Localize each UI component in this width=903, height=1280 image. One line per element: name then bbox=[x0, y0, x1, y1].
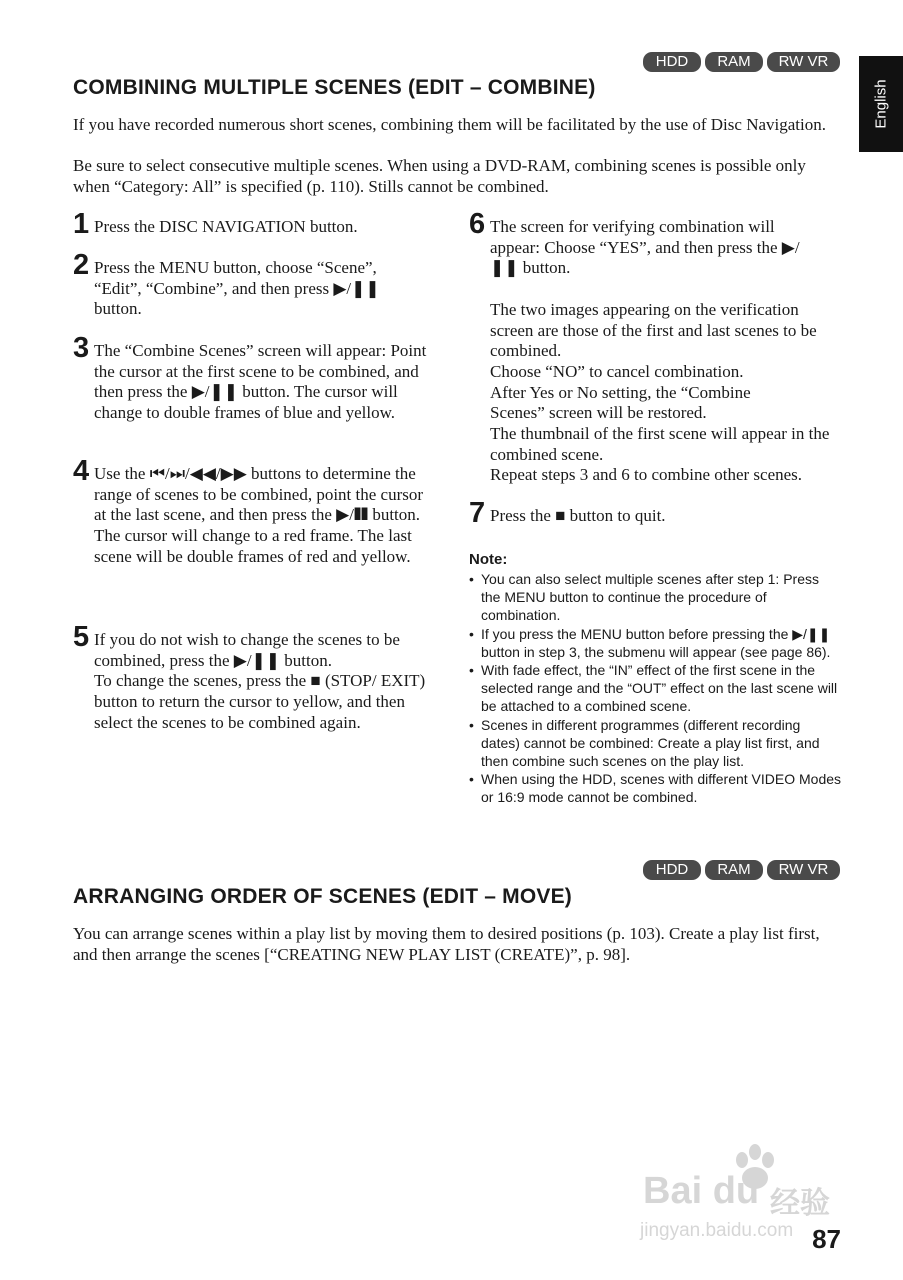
step-number: 2 bbox=[73, 249, 90, 281]
step-text: Use the ⏮/⏭/◀◀/▶▶ buttons to determine the range of scenes to be combined, point the cursor at the last scene, and then press the ▶/❚❚ button. bbox=[94, 464, 424, 525]
note-title: Note: bbox=[469, 551, 508, 568]
step-6 bbox=[469, 208, 841, 486]
step-4 bbox=[73, 455, 439, 568]
step-number: 7 bbox=[469, 497, 486, 529]
step-5 bbox=[73, 621, 439, 734]
step-text: The “Combine Scenes” screen will appear: Point the cursor at the first scene to be combined, and then press the ▶/❚❚ button. The cursor will change to double frames of blue and yellow. bbox=[94, 341, 427, 423]
badge-hdd: HDD bbox=[643, 860, 701, 880]
watermark-url: jingyan.baidu.com bbox=[640, 1220, 794, 1241]
badge-rw-vr: RW VR bbox=[767, 52, 840, 72]
note-text: You can also select multiple scenes after step 1: Press the MENU button to continue the procedure of combination. bbox=[481, 571, 819, 624]
bullet-icon: • bbox=[469, 571, 474, 587]
step-number: 4 bbox=[73, 455, 90, 487]
step-text: The screen for verifying combination will appear: Choose “YES”, and then press the ▶/❚❚ button. bbox=[490, 217, 800, 278]
step-text-4: After Yes or No setting, the “Combine Scenes” screen will be restored. bbox=[490, 382, 751, 423]
bullet-icon: • bbox=[469, 625, 474, 642]
bullet-icon: • bbox=[469, 716, 474, 733]
step-text: If you do not wish to change the scenes to be combined, press the ▶/❚❚ button. bbox=[94, 630, 400, 670]
step-number: 5 bbox=[73, 621, 90, 653]
note-text: With fade effect, the “IN” effect of the first scene in the selected range and the “OUT” effect on the last scene will be attached to a combined scene. bbox=[481, 662, 838, 715]
notes-list bbox=[469, 570, 841, 807]
bullet-icon: • bbox=[469, 771, 474, 788]
media-badges-top bbox=[643, 52, 840, 72]
step-text-2: The two images appearing on the verification screen are those of the first and last scenes to be combined. bbox=[490, 299, 817, 361]
step-number: 6 bbox=[469, 208, 486, 240]
step-text-3: Choose “NO” to cancel combination. bbox=[490, 361, 744, 381]
step-number: 1 bbox=[73, 208, 90, 240]
step-text: Press the DISC NAVIGATION button. bbox=[94, 217, 358, 236]
note-text: When using the HDD, scenes with different VIDEO Modes or 16:9 mode cannot be combined. bbox=[481, 771, 842, 806]
step-1 bbox=[73, 208, 439, 240]
note-item bbox=[469, 770, 841, 806]
note-item bbox=[469, 625, 841, 661]
step-text-2: The cursor will change to a red frame. The last scene will be double frames of red and yellow. bbox=[94, 526, 412, 566]
page-number: 87 bbox=[812, 1224, 841, 1254]
step-text-5: The thumbnail of the first scene will appear in the combined scene. bbox=[490, 424, 830, 464]
note-item bbox=[469, 716, 841, 771]
step-number: 3 bbox=[73, 332, 90, 364]
step-text-6: Repeat steps 3 and 6 to combine other scenes. bbox=[490, 465, 803, 485]
section1-title: COMBINING MULTIPLE SCENES (EDIT – COMBINE) bbox=[73, 76, 596, 99]
badge-hdd: HDD bbox=[643, 52, 701, 72]
note-item bbox=[469, 661, 841, 716]
section2-intro: You can arrange scenes within a play list by moving them to desired positions (p. 103). Create a play list first, and then arrange the scenes [“CREATING NEW PLAY LIST (CREATE)”, p. 98]. bbox=[73, 924, 820, 964]
badge-ram: RAM bbox=[705, 860, 763, 880]
badge-rw-vr: RW VR bbox=[767, 860, 840, 880]
note-item bbox=[469, 570, 841, 625]
note-text: If you press the MENU button before pressing the ▶/❚❚ button in step 3, the submenu will appear (see page 86). bbox=[481, 625, 831, 660]
watermark-cn: 经验 bbox=[770, 1187, 830, 1220]
bullet-icon: • bbox=[469, 662, 474, 679]
step-3 bbox=[73, 332, 428, 424]
step-text: Press the MENU button, choose “Scene”, “Edit”, “Combine”, and then press ▶/❚❚ button. bbox=[94, 258, 380, 319]
badge-ram: RAM bbox=[705, 52, 763, 72]
language-tab bbox=[859, 56, 903, 152]
step-7 bbox=[469, 497, 841, 529]
watermark-logo: Bai du bbox=[643, 1170, 760, 1212]
language-tab-label: English bbox=[872, 79, 890, 129]
step-text-2: To change the scenes, press the ■ (STOP/ EXIT) button to return the cursor to yellow, and then select the scenes to be combined again. bbox=[94, 671, 426, 732]
step-text: Press the ■ button to quit. bbox=[490, 506, 666, 525]
section2-title: ARRANGING ORDER OF SCENES (EDIT – MOVE) bbox=[73, 885, 573, 908]
section1-intro-2: Be sure to select consecutive multiple scenes. When using a DVD-RAM, combining scenes is possible only when “Category: All” is specified (p. 110). Stills cannot be combined. bbox=[73, 156, 806, 196]
section1-intro-1: If you have recorded numerous short scenes, combining them will be facilitated by the use of Disc Navigation. bbox=[73, 115, 826, 134]
note-text: Scenes in different programmes (different recording dates) cannot be combined: Create a play list first, and then combine such scenes on the play list. bbox=[481, 716, 820, 770]
media-badges-section2 bbox=[643, 860, 840, 880]
step-2 bbox=[73, 249, 413, 320]
